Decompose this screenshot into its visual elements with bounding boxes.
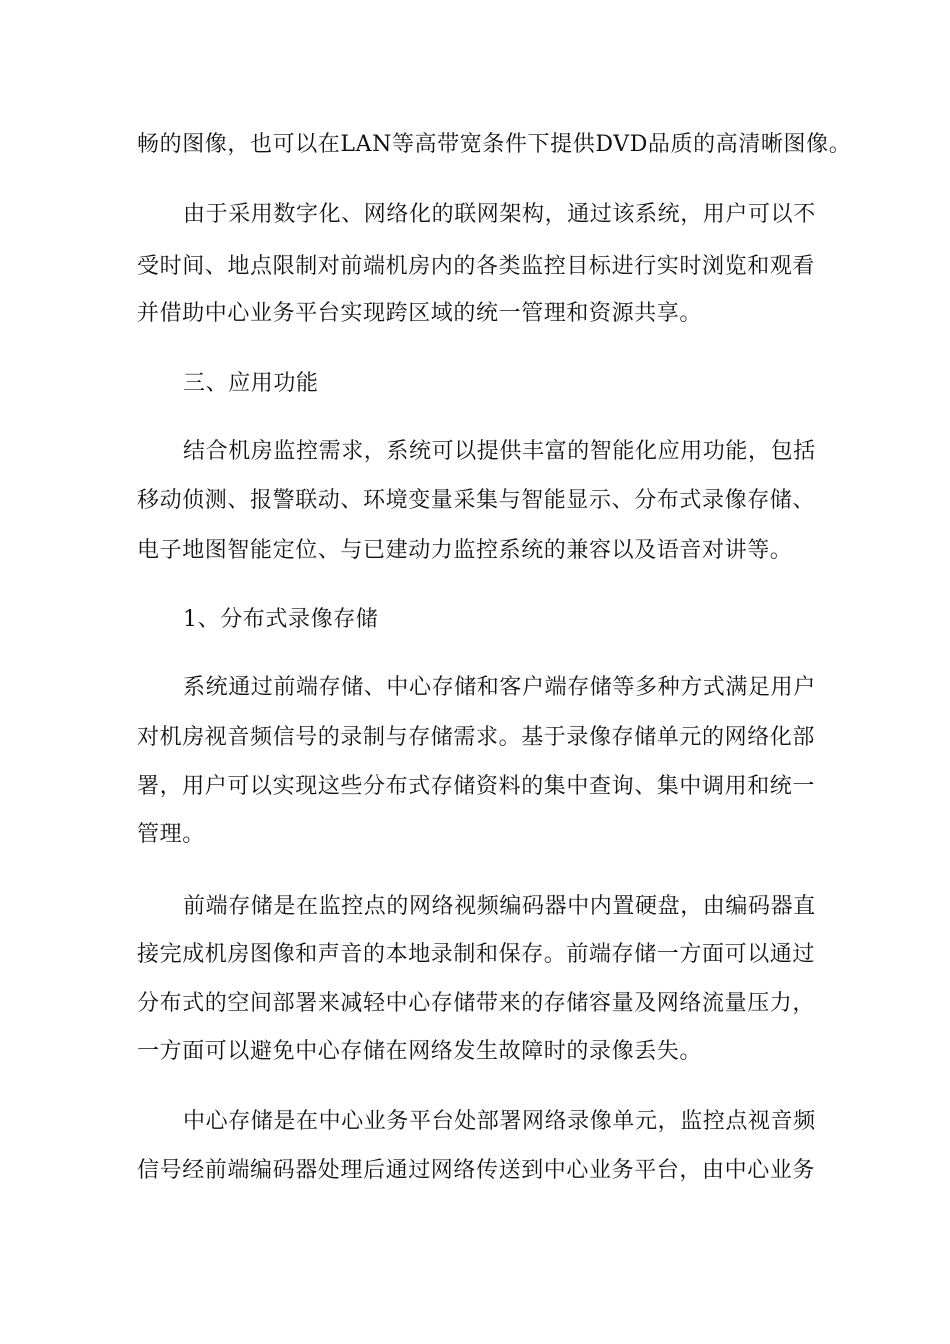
paragraph-line: 移动侦测、报警联动、环境变量采集与智能显示、分布式录像存储、 [137,488,816,513]
paragraph-line: 管理。 [137,822,205,847]
paragraph-line: 由于采用数字化、网络化的联网架构，通过该系统，用户可以不 [183,202,816,227]
paragraph-line: 接完成机房图像和声音的本地录制和保存。前端存储一方面可以通过 [137,942,816,967]
paragraph-line: 一方面可以避免中心存储在网络发生故障时的录像丢失。 [137,1039,703,1064]
paragraph-line: 对机房视音频信号的录制与存储需求。基于录像存储单元的网络化部 [137,725,816,750]
paragraph-line: 电子地图智能定位、与已建动力监控系统的兼容以及语音对讲等。 [137,538,793,563]
section-heading: 三、应用功能 [183,371,319,396]
paragraph-line: 结合机房监控需求，系统可以提供丰富的智能化应用功能，包括 [183,439,816,464]
paragraph-line: 分布式的空间部署来减轻中心存储带来的存储容量及网络流量压力， [137,991,816,1016]
subsection-heading: 1、分布式录像存储 [183,607,379,632]
paragraph-line: 畅的图像，也可以在LAN等高带宽条件下提供DVD品质的高清晰图像。 [137,132,852,157]
paragraph-line: 受时间、地点限制对前端机房内的各类监控目标进行实时浏览和观看 [137,254,816,279]
paragraph-line: 前端存储是在监控点的网络视频编码器中内置硬盘，由编码器直 [183,894,816,919]
paragraph-line: 系统通过前端存储、中心存储和客户端存储等多种方式满足用户 [183,675,816,700]
paragraph-line: 署，用户可以实现这些分布式存储资料的集中查询、集中调用和统一 [137,774,816,799]
paragraph-line: 中心存储是在中心业务平台处部署网络录像单元，监控点视音频 [183,1109,816,1134]
paragraph-line: 信号经前端编码器处理后通过网络传送到中心业务平台，由中心业务 [137,1158,816,1183]
paragraph-line: 并借助中心业务平台实现跨区域的统一管理和资源共享。 [137,301,703,326]
